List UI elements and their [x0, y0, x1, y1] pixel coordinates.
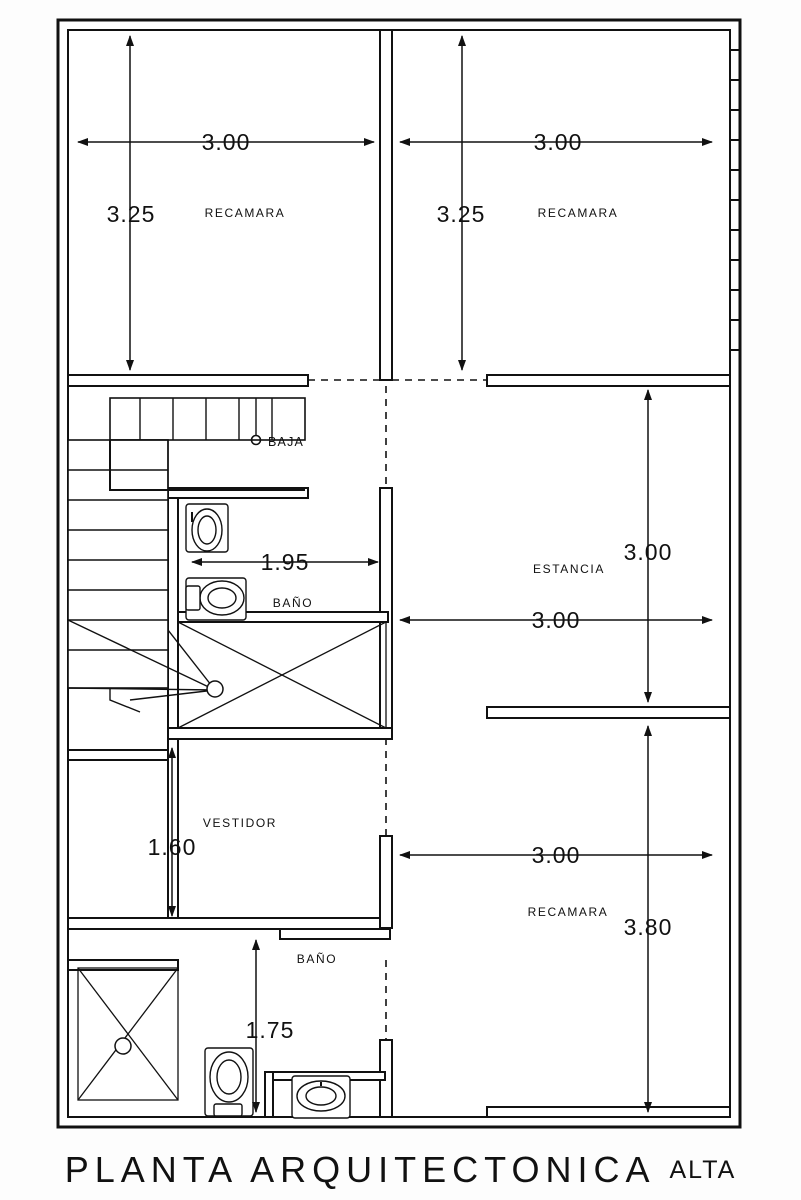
dim-top-right-vertical: 3.25: [436, 201, 486, 227]
dim-bano-horizontal: 1.95: [260, 549, 310, 575]
drawing-title-sub: ALTA: [669, 1155, 737, 1184]
drawing-title: [0, 1140, 801, 1200]
room-label-bano-1: BAÑO: [272, 596, 314, 610]
dim-recamara3-horizontal: 3.00: [531, 842, 581, 868]
dim-top-right-horizontal: 3.00: [533, 129, 583, 155]
dim-estancia-vertical: 3.00: [623, 539, 673, 565]
dim-vestidor-vertical: 1.60: [147, 834, 197, 860]
room-label-recamara-1: RECAMARA: [204, 206, 286, 220]
dim-bano2-vertical: 1.75: [245, 1017, 295, 1043]
dim-top-left-horizontal: 3.00: [201, 129, 251, 155]
room-label-recamara-3: RECAMARA: [527, 905, 609, 919]
room-label-bano-2: BAÑO: [296, 952, 338, 966]
dim-recamara3-vertical: 3.80: [623, 914, 673, 940]
room-label-vestidor: VESTIDOR: [202, 816, 278, 830]
room-label-recamara-2: RECAMARA: [537, 206, 619, 220]
dim-top-left-vertical: 3.25: [106, 201, 156, 227]
room-label-estancia: ESTANCIA: [533, 562, 605, 576]
stair-direction-label: BAJA: [268, 435, 305, 449]
drawing-title-main: PLANTA ARQUITECTONICA: [64, 1149, 656, 1190]
dim-estancia-horizontal: 3.00: [531, 607, 581, 633]
